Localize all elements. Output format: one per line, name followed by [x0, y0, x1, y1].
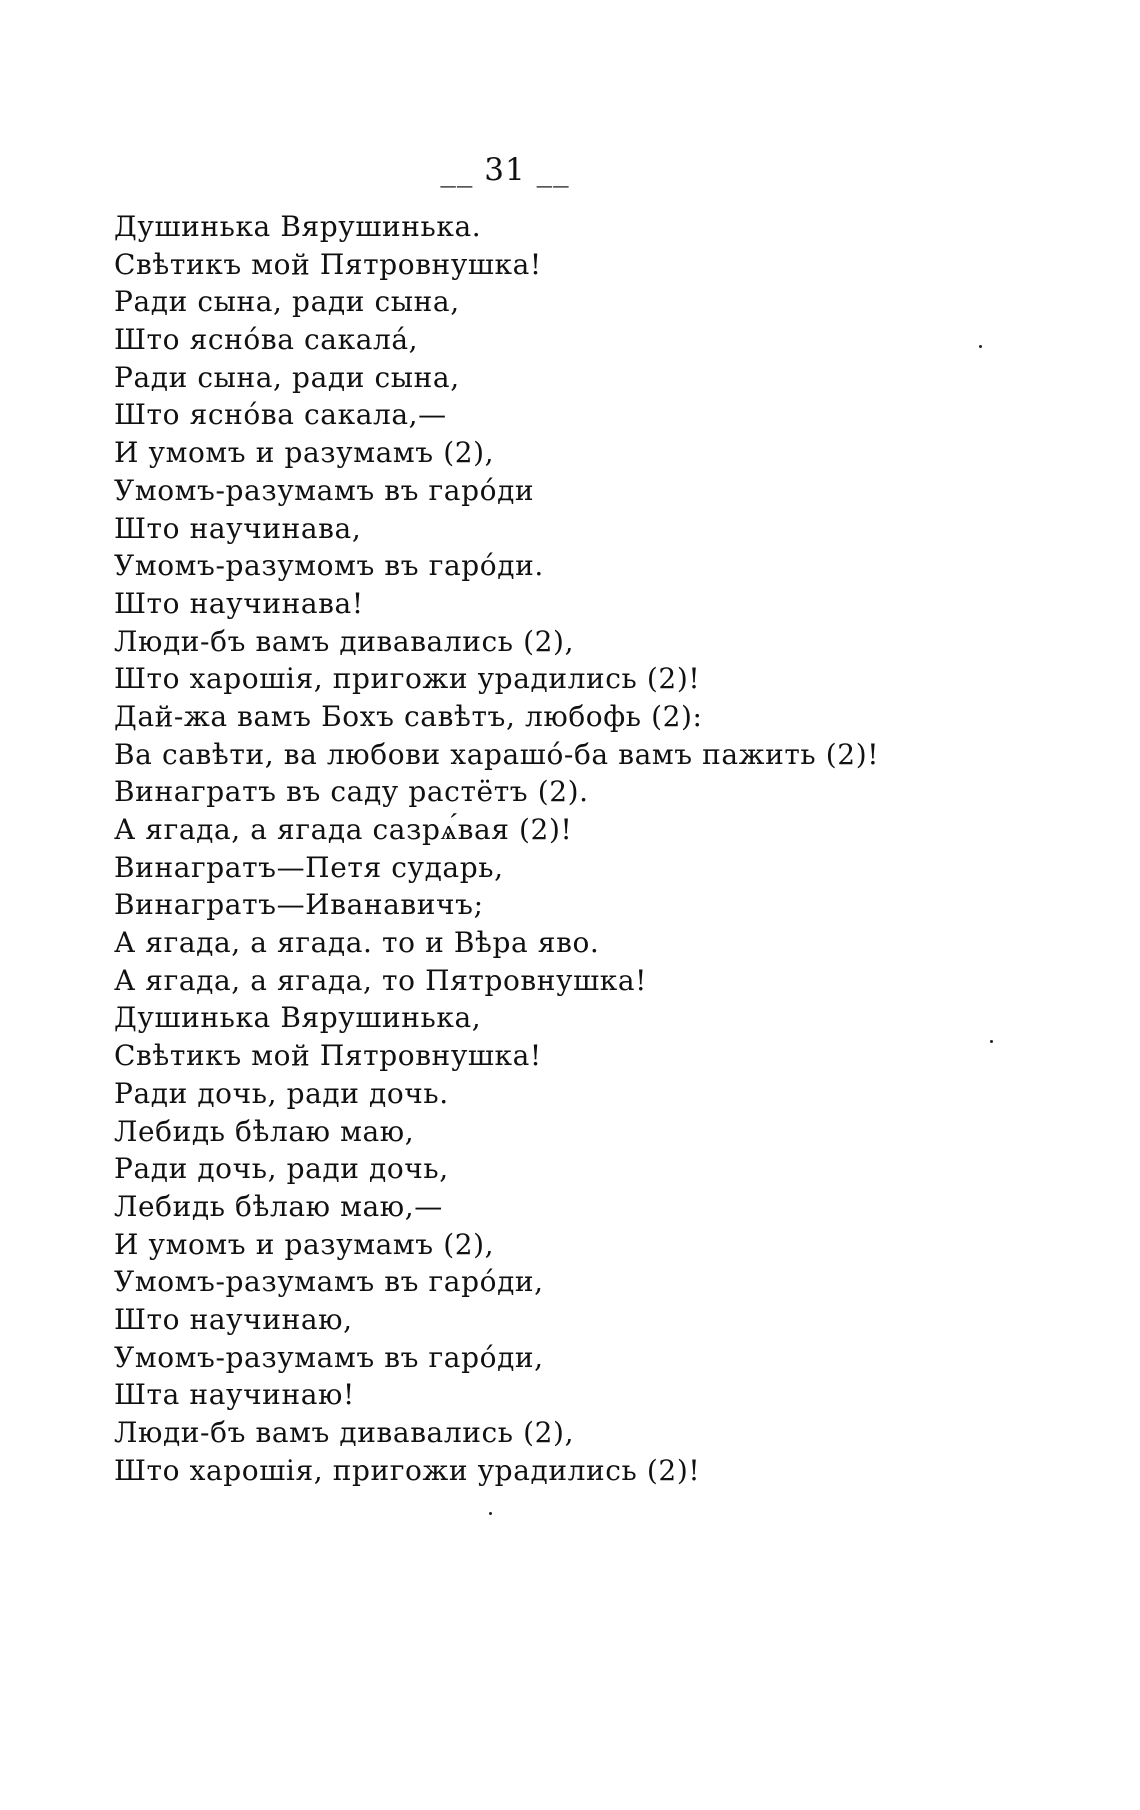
verse-line: А ягада, а ягада. то и Вѣра яво. — [114, 926, 600, 960]
verse-line: Умомъ-разумамъ въ гарóди — [114, 473, 535, 507]
verse-line: Шта научинаю! — [114, 1378, 355, 1412]
verse-line: Умомъ-разумамъ въ гарóди, — [114, 1340, 544, 1374]
verse-line: Люди-бъ вамъ дивавались (2), — [114, 1416, 575, 1449]
verse-line: Ради дочь, ради дочь. — [114, 1076, 449, 1110]
verse-line: Што яснóва сакала,— — [114, 398, 447, 432]
verse-line: Што научинава! — [114, 586, 364, 620]
verse-line: Што харошія, пригожи урадились (2)! — [114, 662, 701, 696]
verse-line: Люди-бъ вамъ дивавались (2), — [114, 624, 575, 658]
print-speck — [489, 1512, 492, 1515]
verse-line: Умомъ-разумамъ въ гарóди, — [114, 1265, 544, 1299]
verse-line: Свѣтикъ мой Пятровнушка! — [114, 247, 542, 281]
verse-line: Ради дочь, ради дочь, — [114, 1152, 449, 1186]
verse-line: Душинька Вярушинька, — [114, 1001, 482, 1035]
verse-line: И умомъ и разумамъ (2), — [114, 436, 495, 470]
verse-text — [114, 208, 1074, 1489]
verse-line: Што харошія, пригожи урадились (2)! — [114, 1453, 701, 1487]
page-number: __ 31 __ — [440, 152, 570, 188]
verse-line: Што научинаю, — [114, 1302, 353, 1336]
verse-line: И умомъ и разумамъ (2), — [114, 1227, 495, 1261]
verse-line: Винагратъ въ саду растётъ (2). — [114, 775, 589, 809]
verse-line: Ва савѣти, ва любови харашó-ба вамъ пажить (2)! — [114, 737, 880, 771]
verse-line: Што яснóва сакалá, — [114, 323, 419, 357]
verse-line: Умомъ-разумомъ въ гарóди. — [114, 549, 544, 583]
verse-line: Дай-жа вамъ Бохъ савѣтъ, любофь (2): — [114, 699, 703, 733]
verse-line: Ради сына, ради сына, — [114, 285, 460, 319]
verse-line: Винагратъ—Иванавичъ; — [114, 888, 484, 922]
print-speck — [979, 345, 982, 348]
verse-line: Лебидь бѣлаю маю, — [114, 1114, 415, 1148]
verse-line: Ради сына, ради сына, — [114, 360, 460, 394]
print-speck — [990, 1040, 993, 1043]
verse-line: Свѣтикъ мой Пятровнушка! — [114, 1039, 542, 1073]
verse-line: Лебидь бѣлаю маю,— — [114, 1189, 443, 1223]
verse-line: А ягада, а ягада, то Пятровнушка! — [114, 963, 648, 997]
verse-line: Винагратъ—Петя сударь, — [114, 850, 504, 884]
verse-line: Душинька Вярушинька. — [114, 210, 482, 243]
verse-line: А ягада, а ягада сазрѧ́вая (2)! — [114, 813, 573, 846]
verse-line: Што научинава, — [114, 511, 362, 545]
